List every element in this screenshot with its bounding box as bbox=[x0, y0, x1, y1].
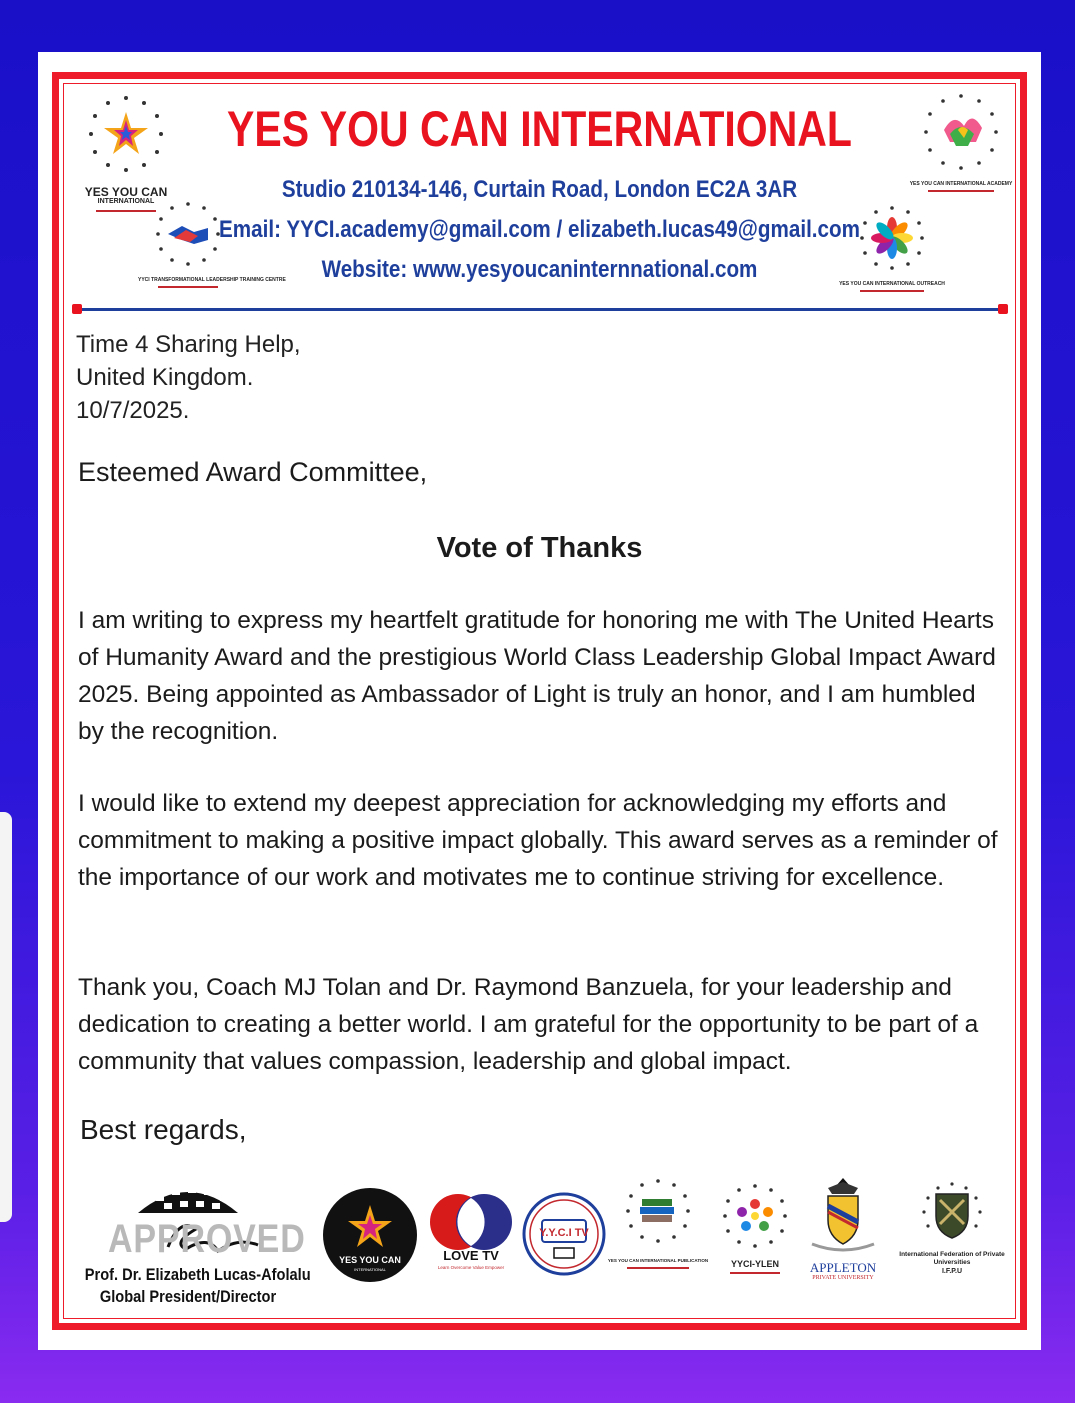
outreach-caption: YES YOU CAN INTERNATIONAL OUTREACH bbox=[839, 281, 945, 287]
ylen-caption: YYCI-YLEN bbox=[730, 1259, 779, 1269]
letter-title: Vote of Thanks bbox=[436, 532, 643, 564]
yyci-tv-logo bbox=[522, 1192, 606, 1281]
sender-address bbox=[76, 328, 301, 427]
approved-stamp bbox=[68, 1177, 308, 1265]
ifpu-caption: International Federation of Private Universities bbox=[899, 1251, 1005, 1266]
salutation: Esteemed Award Committee, bbox=[78, 457, 428, 487]
sender-line-1: Time 4 Sharing Help, bbox=[76, 331, 301, 358]
org-address: Studio 210134-146, Curtain Road, London EC2A 3AR bbox=[281, 176, 798, 203]
love-tv-logo bbox=[426, 1192, 516, 1281]
org-email: Email: YYCI.academy@gmail.com / elizabeth.lucas49@gmail.com bbox=[219, 216, 860, 243]
signature-block bbox=[68, 1177, 311, 1307]
yyc-publication-logo bbox=[606, 1177, 710, 1269]
ifpu-abbr: I.F.P.U bbox=[941, 1268, 963, 1275]
signatory-name: Prof. Dr. Elizabeth Lucas-Afolalu bbox=[84, 1265, 311, 1284]
academy-caption: YES YOU CAN INTERNATIONAL ACADEMY bbox=[909, 181, 1013, 187]
paragraph-1: I am writing to express my heartfelt gratitude for honoring me with The United Hearts of Humanity Award and the prestigious World Class Leadership Global Impact Award 2025. Being appointed as Ambassador of Light is truly an honor, and I am humbled by the recognition. bbox=[78, 607, 996, 745]
letter-page bbox=[38, 52, 1041, 1350]
love-tv-subtext: Learn Overcome Value Empower bbox=[437, 1265, 505, 1270]
appleton-university-logo bbox=[798, 1172, 888, 1283]
ifpu-logo bbox=[892, 1180, 1012, 1277]
closing: Best regards, bbox=[80, 1114, 247, 1145]
appleton-caption: APPLETON bbox=[809, 1260, 877, 1275]
footer-yyc-text: YES YOU CAN bbox=[339, 1255, 401, 1265]
paragraph-2: I would like to extend my deepest appreciation for acknowledging my efforts and commitment to making a positive impact globally. This award serves as a reminder of the importance of our work and motivates me to continue striving for excellence. bbox=[78, 790, 998, 891]
org-title: YES YOU CAN INTERNATIONAL bbox=[227, 101, 852, 157]
footer-yyc-logo bbox=[322, 1187, 418, 1288]
org-website: Website: www.yesyoucaninternnational.com bbox=[321, 256, 758, 283]
appleton-subcaption: PRIVATE UNIVERSITY bbox=[812, 1275, 874, 1281]
yyc-logo-subcaption: INTERNATIONAL bbox=[97, 198, 155, 205]
approved-stamp-text: APPROVED bbox=[108, 1217, 306, 1261]
publication-caption: YES YOU CAN INTERNATIONAL PUBLICATION bbox=[607, 1258, 709, 1263]
side-panel-tab bbox=[0, 812, 12, 1222]
yyci-tv-text: Y.Y.C.I TV bbox=[539, 1227, 589, 1239]
signatory-role: Global President/Director bbox=[99, 1287, 277, 1306]
paragraph-3: Thank you, Coach MJ Tolan and Dr. Raymond Banzuela, for your leadership and dedication to creating a better world. I am grateful for the opportunity to be part of a community that values compassion, leadership and global impact. bbox=[78, 974, 979, 1075]
yyc-logo-caption: YES YOU CAN bbox=[84, 185, 168, 199]
love-tv-text: LOVE TV bbox=[443, 1248, 499, 1263]
letter-date: 10/7/2025. bbox=[76, 397, 190, 424]
yyci-ylen-logo bbox=[714, 1182, 796, 1274]
sender-line-2: United Kingdom. bbox=[76, 364, 254, 391]
footer-yyc-subtext: INTERNATIONAL bbox=[354, 1267, 386, 1272]
leadership-centre-caption: YYCI TRANSFORMATIONAL LEADERSHIP TRAINING CENTRE bbox=[138, 277, 286, 283]
header-divider bbox=[76, 308, 1004, 311]
